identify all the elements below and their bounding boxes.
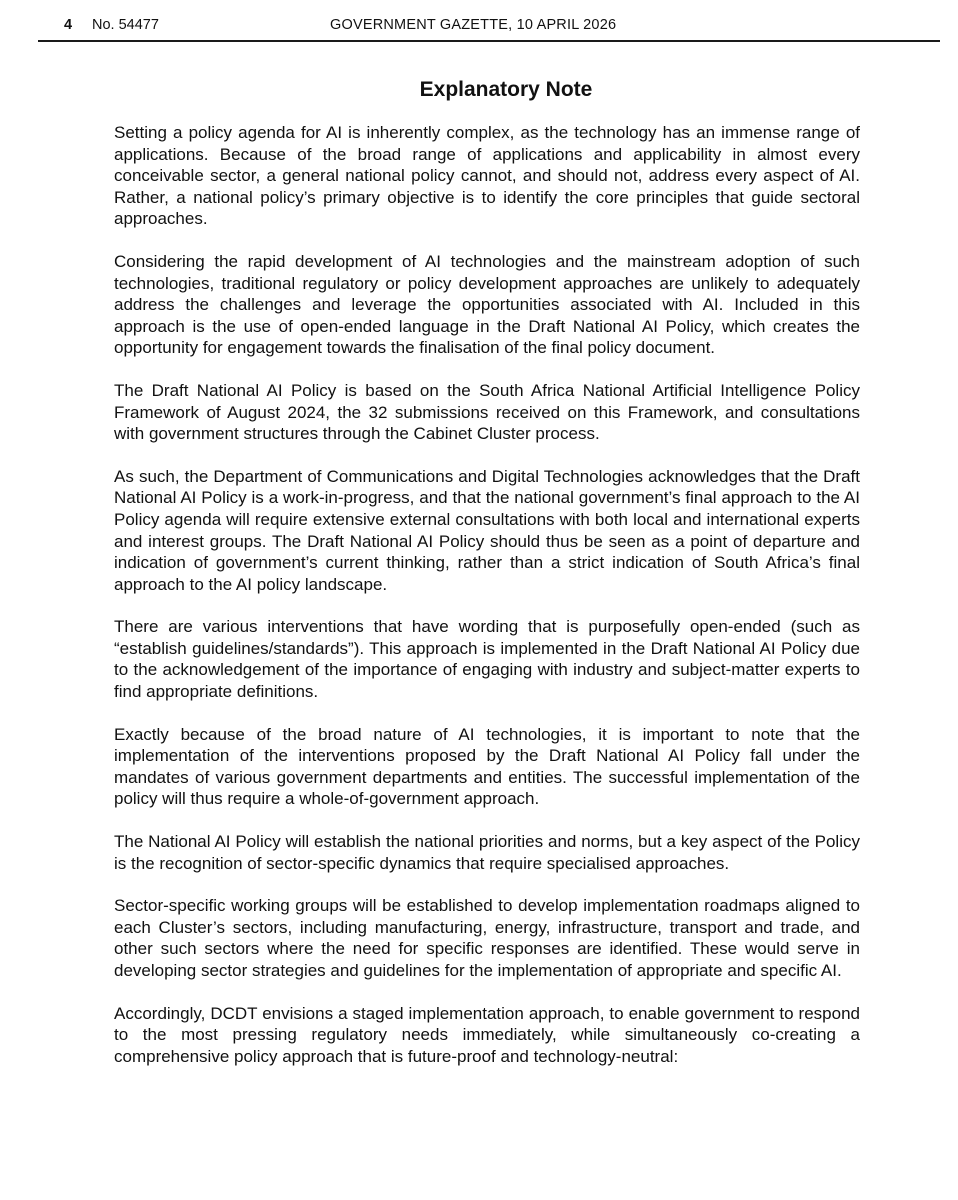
paragraph-9: Accordingly, DCDT envisions a staged implementation approach, to enable government to respond to the most pressing regulatory needs immediately, while simultaneously co-creating a comprehensive policy approach that is future-proof and technology-neutral: [114, 1003, 860, 1066]
page-header [38, 14, 940, 42]
paragraph-2: Considering the rapid development of AI technologies and the mainstream adoption of such technologies, traditional regulatory or policy development approaches are unlikely to adequately address the challenges and leverage the opportunities associated with AI. Included in this approach is the use of open-ended language in the Draft National AI Policy, which creates the opportunity for engagement towards the finalisation of the final policy document. [114, 251, 860, 358]
gazette-title: GOVERNMENT GAZETTE, 10 APRIL 2026 [330, 17, 617, 33]
page-number: 4 [64, 17, 73, 33]
paragraph-6: Exactly because of the broad nature of AI technologies, it is important to note that the implementation of the interventions proposed by the Draft National AI Policy fall under the mandates of various government departments and entities. The successful implementation of the policy will thus require a whole-of-government approach. [114, 724, 860, 809]
paragraph-7: The National AI Policy will establish the national priorities and norms, but a key aspect of the Policy is the recognition of sector-specific dynamics that require specialised approaches. [114, 832, 860, 873]
document-title: Explanatory Note [419, 78, 593, 101]
paragraph-1: Setting a policy agenda for AI is inherently complex, as the technology has an immense range of applications. Because of the broad range of applications and applicability in almost every conceivable sector, a general national policy cannot, and should not, address every aspect of AI. Rather, a national policy’s primary objective is to identify the core principles that guide sectoral approaches. [114, 123, 860, 229]
paragraph-4: As such, the Department of Communications and Digital Technologies acknowledges that the Draft National AI Policy is a work-in-progress, and that the national government’s final approach to the AI Policy agenda will require extensive external consultations with both local and international experts and interest groups. The Draft National AI Policy should thus be seen as a point of departure and indication of government’s current thinking, rather than a strict indication of South Africa’s final approach to the AI policy landscape. [114, 466, 860, 594]
gazette-number: No. 54477 [92, 17, 159, 33]
document-body [114, 122, 860, 1088]
paragraph-8: Sector-specific working groups will be established to develop implementation roadmaps aligned to each Cluster’s sectors, including manufacturing, energy, infrastructure, transport and trade, and other such sectors where the need for specific responses are identified. These would serve in developing sector strategies and guidelines for the implementation of appropriate and specific AI. [114, 896, 860, 980]
paragraph-5: There are various interventions that have wording that is purposefully open-ended (such as “establish guidelines/standards”). This approach is implemented in the Draft National AI Policy due to the acknowledgement of the importance of engaging with industry and subject-matter experts to find appropriate definitions. [114, 617, 860, 702]
paragraph-3: The Draft National AI Policy is based on the South Africa National Artificial Intelligence Policy Framework of August 2024, the 32 submissions received on this Framework, and consultations with government structures through the Cabinet Cluster process. [114, 380, 860, 444]
